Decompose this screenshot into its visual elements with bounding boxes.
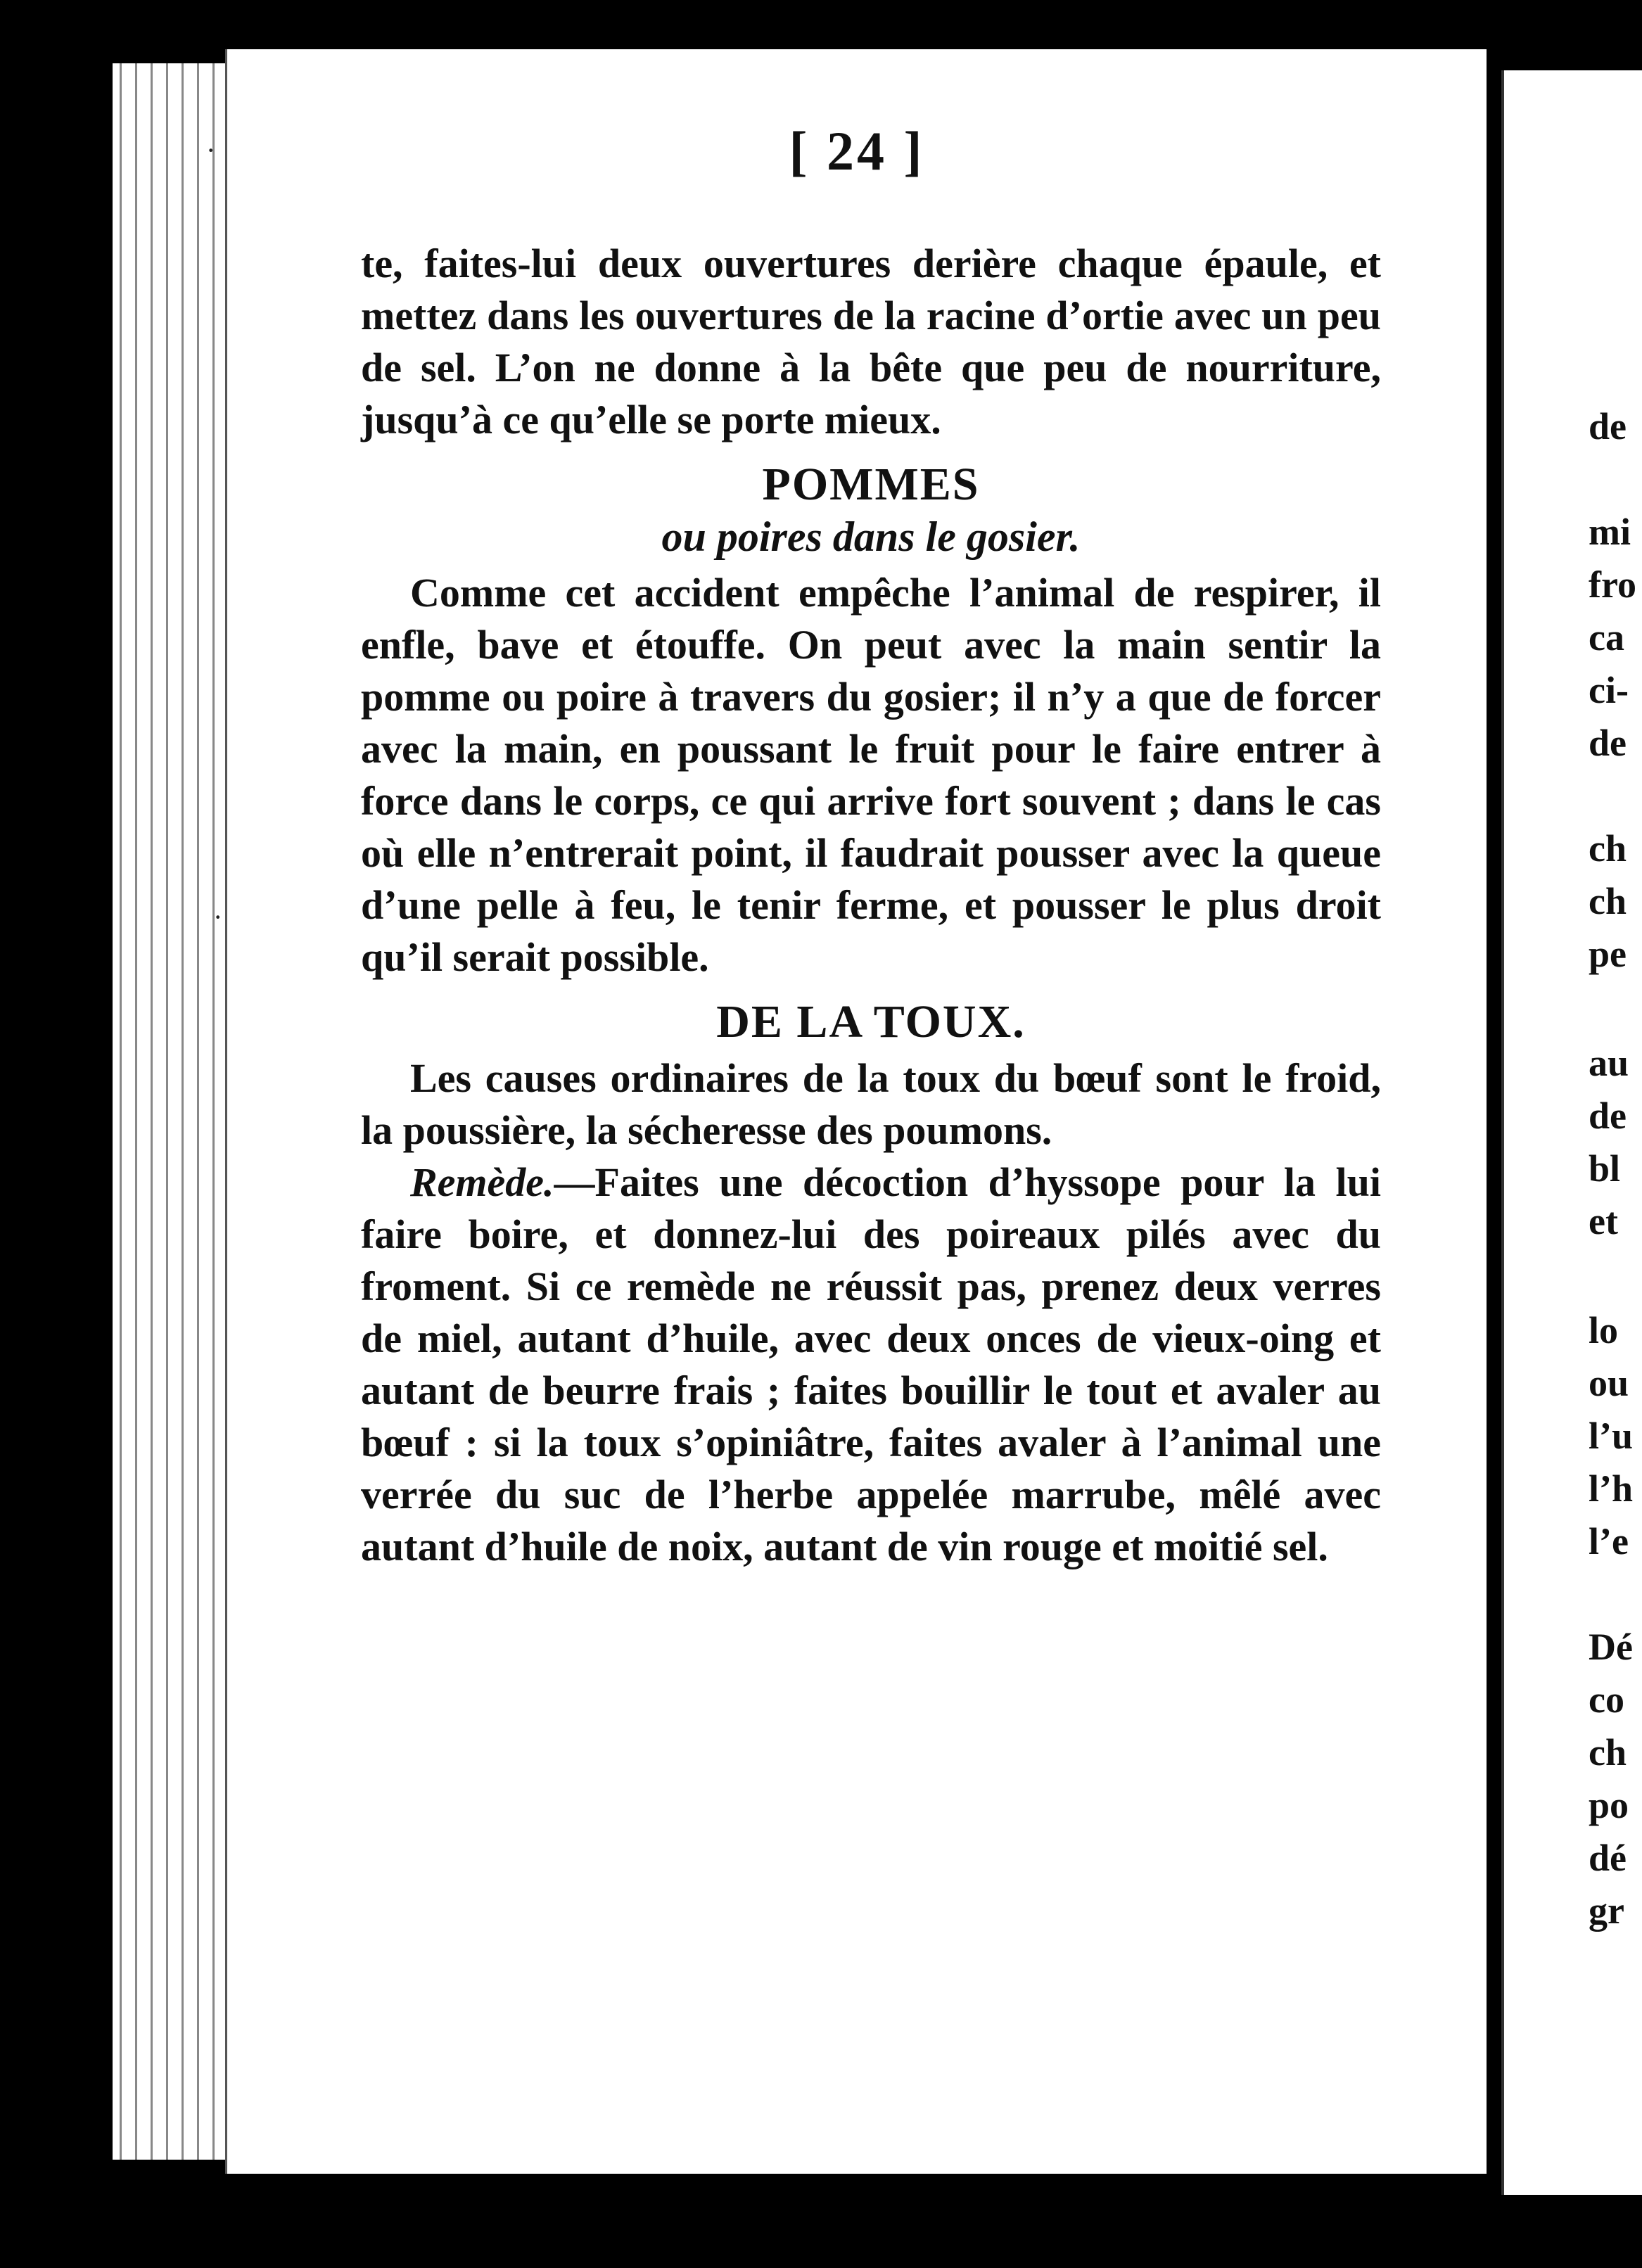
page-stack-edges [113,63,239,2160]
page-body [361,238,1381,1573]
adjacent-page-fragment: Dé [1589,1626,1633,1668]
adjacent-page-fragment: ch [1589,1731,1627,1773]
section-heading-pommes: POMMES [762,459,980,510]
adjacent-page-fragment: dé [1589,1837,1627,1879]
margin-mark: · [213,901,223,933]
adjacent-page-fragment: de [1589,1095,1627,1137]
remede-text: —Faites une décoction d’hyssope pour la lui faire boire, et donnez-lui des poireaux pilés avec du froment. Si ce remède ne réussit pas, prenez deux verres de miel, autant d’huile, avec deux onces de vieux-oing et autant de beurre frais ; faites bouillir le tout et avaler au bœuf : si la toux s’opiniâtre, faites avaler à l’animal une verrée du suc de l’herbe appelée marrube, mêlé avec autant d’huile de noix, autant de vin rouge et moitié sel. [361,1159,1381,1569]
adjacent-page-fragment: ci- [1589,669,1629,711]
page-number: [ 24 ] [789,120,925,181]
paragraph-continuation: te, faites-lui deux ouvertures derière chaque épaule, et mettez dans les ouvertures de la racine d’ortie avec un peu de sel. L’on ne donne à la bête que peu de nourriture, jusqu’à ce qu’elle se porte mieux. [361,241,1381,442]
adjacent-page-fragment: l’u [1589,1415,1634,1457]
adjacent-page-fragment: mi [1589,511,1631,553]
section-heading-toux: DE LA TOUX. [716,996,1026,1047]
remede-label: Remède. [410,1159,554,1205]
section-subheading: ou poires dans le gosier. [661,514,1081,560]
adjacent-page-fragment: ch [1589,827,1627,869]
adjacent-page-fragment: au [1589,1042,1629,1084]
adjacent-page-fragment: co [1589,1678,1624,1721]
margin-mark: · [206,134,216,166]
paragraph-pommes: Comme cet accident empêche l’animal de respirer, il enfle, bave et étouffe. On peut avec la main sentir la pomme ou poire à travers du gosier; il n’y a que de forcer avec la main, en poussant le fruit pour le faire entrer à force dans le corps, ce qui arrive fort souvent ; dans le cas où elle n’entrerait point, il faudrait pousser avec la queue d’une pelle à feu, le tenir ferme, et pousser le plus droit qu’il serait possible. [361,570,1381,980]
adjacent-page-fragment: bl [1589,1147,1621,1190]
adjacent-page-fragment: pe [1589,933,1627,975]
adjacent-page-fragment: po [1589,1784,1629,1826]
adjacent-page-fragment: et [1589,1200,1618,1242]
adjacent-page-fragment: ou [1589,1362,1629,1404]
adjacent-page-fragment: de [1589,405,1627,447]
adjacent-page-fragment: gr [1589,1890,1624,1932]
paragraph-toux-causes: Les causes ordinaires de la toux du bœuf sont le froid, la poussière, la sécheresse des poumons. [361,1055,1381,1153]
adjacent-page-fragment: ch [1589,880,1627,922]
adjacent-page-fragment: fro [1589,563,1636,606]
adjacent-page-fragment: lo [1589,1309,1619,1351]
adjacent-page-fragment: l’h [1589,1467,1634,1510]
paragraph-remede [361,1157,1381,1573]
book-page [206,49,1487,2174]
adjacent-page-fragment: de [1589,722,1627,764]
adjacent-page-edge [1501,70,1642,2195]
adjacent-page-fragment: ca [1589,616,1624,658]
adjacent-page-fragment: l’e [1589,1520,1629,1562]
